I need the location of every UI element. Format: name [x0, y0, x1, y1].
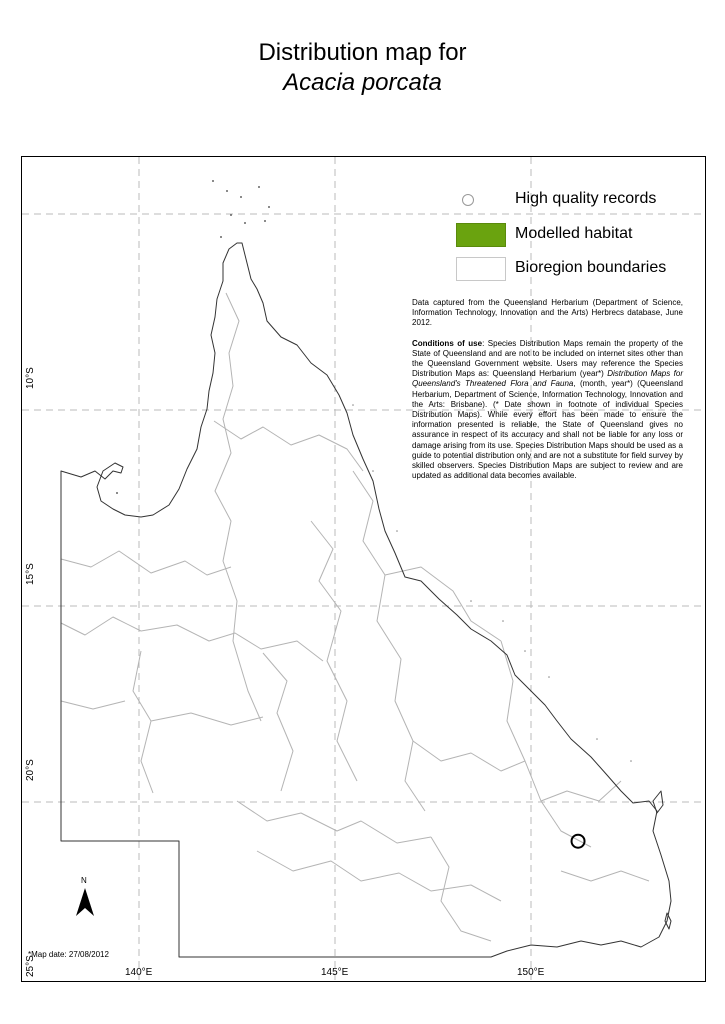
island: [258, 186, 260, 188]
island: [116, 492, 118, 494]
bioregion-boundary: [257, 851, 501, 901]
island: [264, 220, 266, 222]
data-source-text: Data captured from the Queensland Herbarium (Department of Science, Information Technology, Innovation and the Arts) Herbrecs database, June 2012.: [412, 298, 683, 328]
bioregion-boundary: [431, 837, 491, 941]
bioregion-boundary: [501, 641, 591, 847]
bioregion-boundary: [61, 701, 125, 709]
map-title: [0, 38, 725, 98]
bioregion-boundary: [385, 567, 501, 641]
bioregion-boundary: [311, 521, 357, 781]
lon-label-145: 145°E: [321, 967, 349, 978]
north-arrow-icon: [72, 876, 98, 920]
legend-label-bioregion: Bioregion boundaries: [515, 259, 667, 276]
legend-item-habitat: [450, 223, 700, 249]
moreton-island: [665, 913, 671, 929]
island: [268, 206, 270, 208]
bioregion-boundary: [263, 653, 293, 791]
lat-label-20: 20°S: [25, 759, 36, 781]
reef: [596, 738, 598, 740]
reef: [502, 620, 504, 622]
legend-label-records: High quality records: [515, 190, 657, 207]
record-marker[interactable]: [572, 835, 585, 848]
title-line: Distribution map for: [258, 39, 467, 66]
reef: [630, 760, 632, 762]
species-name: Acacia porcata: [283, 69, 442, 96]
lon-label-150: 150°E: [517, 967, 545, 978]
reef: [396, 530, 398, 532]
bioregion-boundary: [413, 741, 525, 771]
legend-item-bioregion: [450, 257, 700, 283]
bioregion-boundary: [151, 713, 263, 725]
north-label: N: [81, 876, 87, 885]
bioregion-boundary: [541, 781, 621, 801]
records-layer: [572, 835, 585, 848]
bioregion-swatch: [456, 257, 506, 281]
bioregion-boundary: [61, 617, 323, 661]
reef: [548, 676, 550, 678]
island: [244, 222, 246, 224]
legend-label-habitat: Modelled habitat: [515, 225, 633, 242]
conditions-heading: Conditions of use: [412, 338, 483, 348]
bioregion-boundary: [561, 871, 649, 881]
bioregion-boundary: [214, 421, 363, 471]
bioregion-boundary: [237, 801, 431, 843]
arrow-icon: [72, 886, 98, 920]
reef: [470, 600, 472, 602]
lon-label-140: 140°E: [125, 967, 153, 978]
lat-label-10: 10°S: [25, 367, 36, 389]
bioregion-boundary: [133, 651, 153, 793]
island: [220, 236, 222, 238]
lat-label-15: 15°S: [25, 563, 36, 585]
reef: [524, 650, 526, 652]
bioregion-boundary: [215, 293, 261, 721]
island: [212, 180, 214, 182]
map-date: *Map date: 27/08/2012: [28, 950, 109, 959]
island: [226, 190, 228, 192]
conditions-part1: : Species Distribution Maps remain the property of the State of Queensland and are not to be included on internet sites other than the Queensland Government website. Users may reference the Species Distribution Maps as: Queensland Herbarium (year*): [412, 338, 683, 379]
conditions-part2: , (month, year*) (Queensland Herbarium, Department of Science, Information Technology, Innovation and the Arts: Brisbane). (* Date shown in footnote of individual Species Distribution Maps). While every effort has been made to ensure the information presented is reliable, the State of Queensland gives no assurance in respect of its accuracy and shall not be liable for any loss or damage arising from its use. Species Distribution Maps should be used as a guide to potential distribution only and are not a substitute for field survey by skilled observers. Species Distribution Maps are subject to review and are updated as additional data becomes available.: [412, 379, 683, 481]
reef: [372, 470, 374, 472]
bioregion-boundary: [61, 551, 231, 575]
legend-item-records: [450, 188, 700, 214]
bioregion-boundary: [353, 471, 425, 811]
info-text: [412, 298, 683, 491]
conditions-text: [412, 339, 683, 482]
reef: [352, 404, 354, 406]
hollow-circle-icon: [456, 188, 506, 212]
conditions-italic: Distribution Maps for Queensland's Threatened Flora and Fauna: [412, 369, 683, 389]
habitat-swatch: [456, 223, 506, 247]
island: [230, 214, 232, 216]
lat-label-25: 25°S: [25, 955, 36, 977]
island: [240, 196, 242, 198]
